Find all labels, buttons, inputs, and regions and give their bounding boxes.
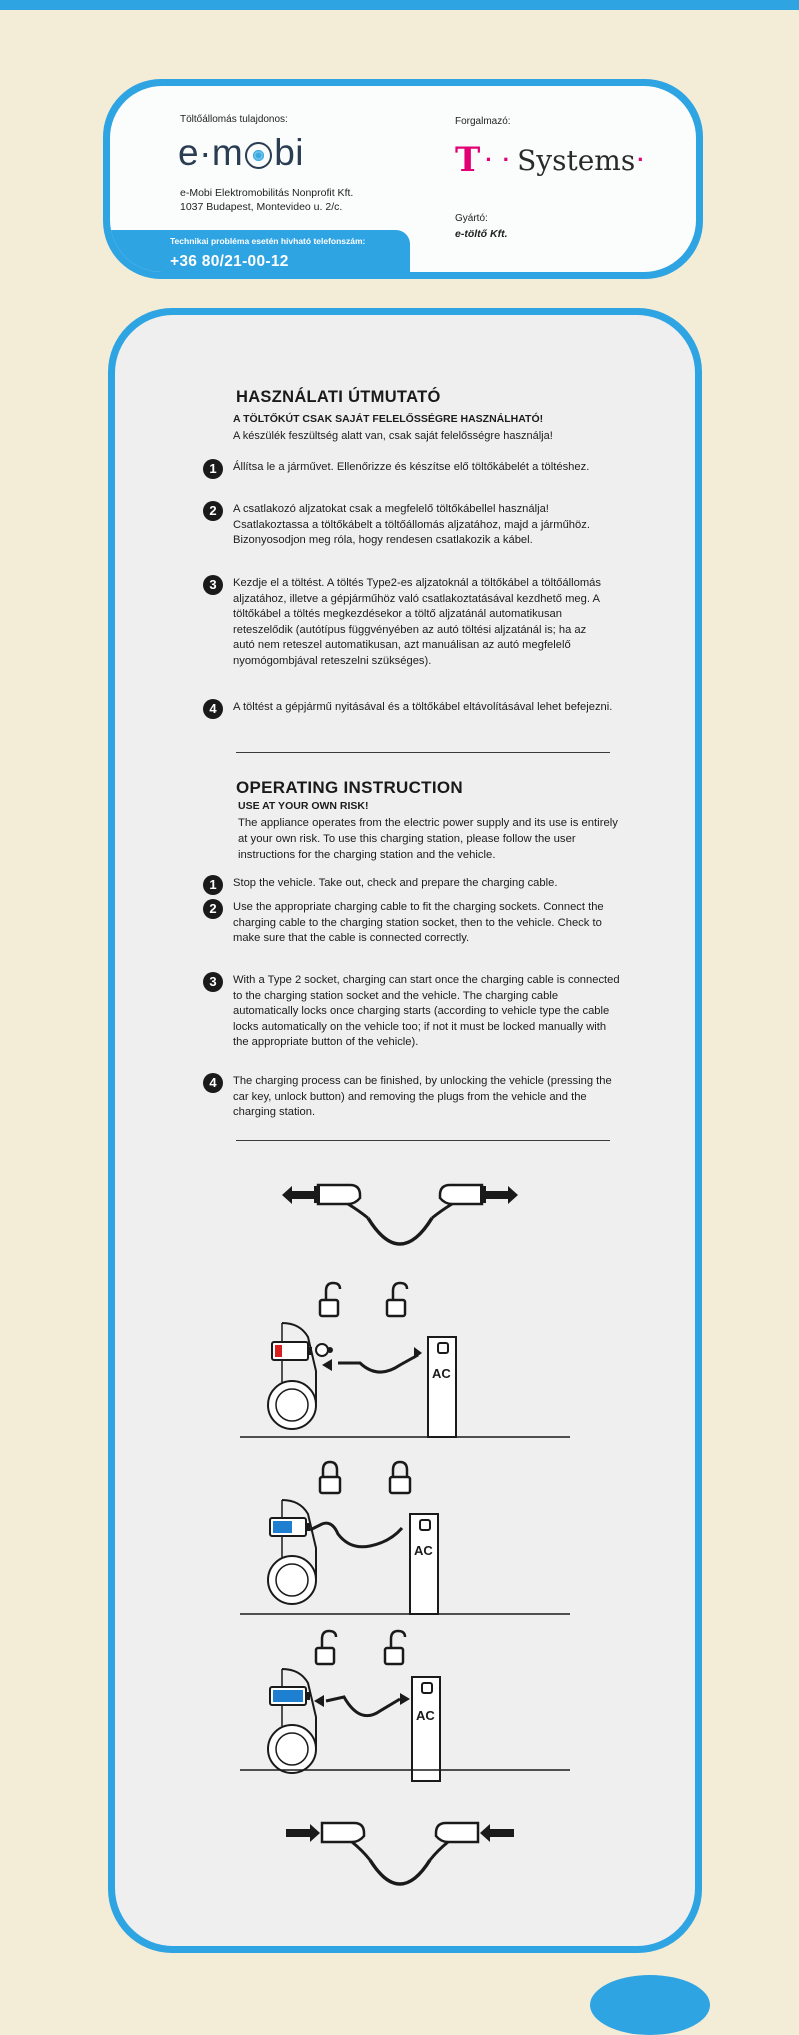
- charging-station: [410, 1514, 438, 1614]
- step-number-badge: 1: [203, 875, 223, 895]
- step-text: The charging process can be finished, by unlocking the vehicle (pressing the car key, unlock button) and removing the plugs from the vehicle and the charging station.: [233, 1075, 612, 1118]
- owner-info-panel: [110, 86, 696, 272]
- battery-icon: [270, 1687, 310, 1705]
- step-number-badge: 1: [203, 459, 223, 479]
- step-number-badge: 3: [203, 575, 223, 595]
- locked-padlock-icon: [320, 1462, 340, 1493]
- car-wheel: [268, 1381, 316, 1429]
- right-plug-icon: [430, 1823, 478, 1860]
- remove-arrow-icon: [400, 1693, 410, 1705]
- step-number-badge: 4: [203, 699, 223, 719]
- emobi-plug-icon: [245, 142, 272, 169]
- charging-cable: [368, 1218, 432, 1244]
- step-text: Állítsa le a járművet. Ellenőrizze és készítse elő töltőkábelét a töltéshez.: [233, 461, 590, 473]
- right-arrow-icon: [480, 1824, 514, 1842]
- station-ac-label: AC: [414, 1543, 433, 1558]
- owner-label: Töltőállomás tulajdonos:: [180, 114, 288, 125]
- hu-title: HASZNÁLATI ÚTMUTATÓ: [236, 388, 441, 406]
- section-divider: [236, 1140, 610, 1141]
- step-number-badge: 3: [203, 972, 223, 992]
- insert-arrow-icon: [322, 1359, 332, 1371]
- en-subtitle: USE AT YOUR OWN RISK!: [238, 800, 369, 812]
- en-step: [203, 900, 623, 947]
- left-plug-icon: [314, 1185, 368, 1218]
- hu-step: [203, 576, 603, 669]
- step-number-badge: 2: [203, 501, 223, 521]
- charging-cable: [326, 1697, 400, 1716]
- en-intro: The appliance operates from the electric power supply and its use is entirely at your own risk. To use this charging station, please follow the user instructions for the charging station and the vehicle.: [238, 817, 618, 861]
- unlocked-padlock-icon: [316, 1631, 336, 1664]
- right-arrow-icon: [482, 1186, 518, 1204]
- en-step: [203, 1074, 623, 1121]
- step-text: With a Type 2 socket, charging can start once the charging cable is connected to the charging station socket and the vehicle. The charging cable automatically locks once charging starts (according to vehicle type the cable locks automatically on the vehicle too; if not it must be locked manually with the appropriate button of the vehicle).: [233, 974, 620, 1048]
- left-arrow-icon: [282, 1186, 318, 1204]
- step-number-badge: 2: [203, 899, 223, 919]
- hotline-label: Technikai probléma esetén hívható telefonszám:: [170, 236, 366, 246]
- maker-label: Gyártó:: [455, 213, 488, 224]
- charging-station: [428, 1337, 456, 1437]
- battery-fill: [273, 1521, 292, 1533]
- right-plug-icon: [432, 1185, 486, 1218]
- hu-step: [203, 502, 613, 549]
- cable-remove-illustration: [210, 1808, 590, 1888]
- step-number-badge: 4: [203, 1073, 223, 1093]
- battery-icon: [270, 1518, 310, 1536]
- charging-cable: [370, 1860, 430, 1884]
- car-wheel: [268, 1556, 316, 1604]
- hu-warning: A készülék feszültség alatt van, csak saját felelősségre használja!: [233, 430, 553, 442]
- unlocked-padlock-icon: [320, 1283, 340, 1316]
- step-text: Stop the vehicle. Take out, check and prepare the charging cable.: [233, 877, 558, 889]
- station-ac-label: AC: [432, 1366, 451, 1381]
- charging-cable: [310, 1523, 402, 1547]
- station-ac-label: AC: [416, 1708, 435, 1723]
- battery-fill: [275, 1345, 282, 1357]
- step-text: Kezdje el a töltést. A töltés Type2-es aljzatoknál a töltőkábel a töltőállomás aljzatához, illetve a gépjárműhöz való csatlakoztatásával kezdhető meg. A töltőkábel a töltés megkezdésekor a töltő aljzatánál automatikusan reteszelődik (autótípus függvényében az autó töltési aljzatánál is; ha az autó nem reteszel automatikusan, azt manuálisan az autó megfelelő nyomógombjával reteszelni szükséges).: [233, 577, 601, 667]
- maker-name: e-töltő Kft.: [455, 228, 508, 240]
- en-title: OPERATING INSTRUCTION: [236, 778, 463, 797]
- finish-illustration: [210, 1625, 610, 1785]
- step-text: A csatlakozó aljzatokat csak a megfelelő töltőkábellel használja! Csatlakoztassa a töltőkábelt a töltőállomás aljzatához, majd a járműhöz. Bizonyosodjon meg róla, hogy rendesen csatlakozik a kábel.: [233, 503, 590, 546]
- battery-icon: [272, 1342, 312, 1360]
- top-blue-stripe: [0, 0, 799, 10]
- charging-station: [412, 1677, 440, 1781]
- locked-padlock-icon: [390, 1462, 410, 1493]
- distributor-label: Forgalmazó:: [455, 116, 511, 127]
- remove-arrow-icon: [314, 1695, 324, 1707]
- connect-illustration: [210, 1275, 610, 1445]
- vehicle-socket-icon: [316, 1344, 333, 1356]
- emobi-logo: e·m bi: [178, 132, 305, 173]
- unlocked-padlock-icon: [385, 1631, 405, 1664]
- section-divider: [236, 752, 610, 753]
- left-plug-icon: [322, 1823, 370, 1860]
- owner-address: 1037 Budapest, Montevideo u. 2/c.: [180, 201, 343, 213]
- left-arrow-icon: [286, 1824, 320, 1842]
- en-step: [203, 876, 623, 895]
- battery-fill: [273, 1690, 303, 1702]
- insert-arrow-icon: [414, 1347, 422, 1359]
- bottom-blue-arc: [590, 1975, 710, 2035]
- step-text: Use the appropriate charging cable to fit the charging sockets. Connect the charging cable to the charging station socket, then to the vehicle. Check to make sure that the cable is connected correctly.: [233, 901, 604, 944]
- en-step: [203, 973, 623, 1051]
- owner-info-card: [103, 79, 703, 279]
- hu-subtitle: A TÖLTŐKÚT CSAK SAJÁT FELELŐSSÉGRE HASZNÁLHATÓ!: [233, 413, 544, 425]
- step-text: A töltést a gépjármű nyitásával és a töltőkábel eltávolításával lehet befejezni.: [233, 701, 613, 713]
- owner-company: e-Mobi Elektromobilitás Nonprofit Kft.: [180, 187, 354, 199]
- unlocked-padlock-icon: [387, 1283, 407, 1316]
- cable-ready-illustration: [210, 1170, 590, 1250]
- hu-step: [203, 460, 603, 479]
- hotline-number: +36 80/21-00-12: [170, 253, 289, 270]
- hu-step: [203, 700, 623, 719]
- car-wheel: [268, 1725, 316, 1773]
- charging-cable: [338, 1355, 418, 1372]
- t-systems-logo: T · · Systems ·: [455, 140, 645, 180]
- charging-illustration: [210, 1458, 610, 1618]
